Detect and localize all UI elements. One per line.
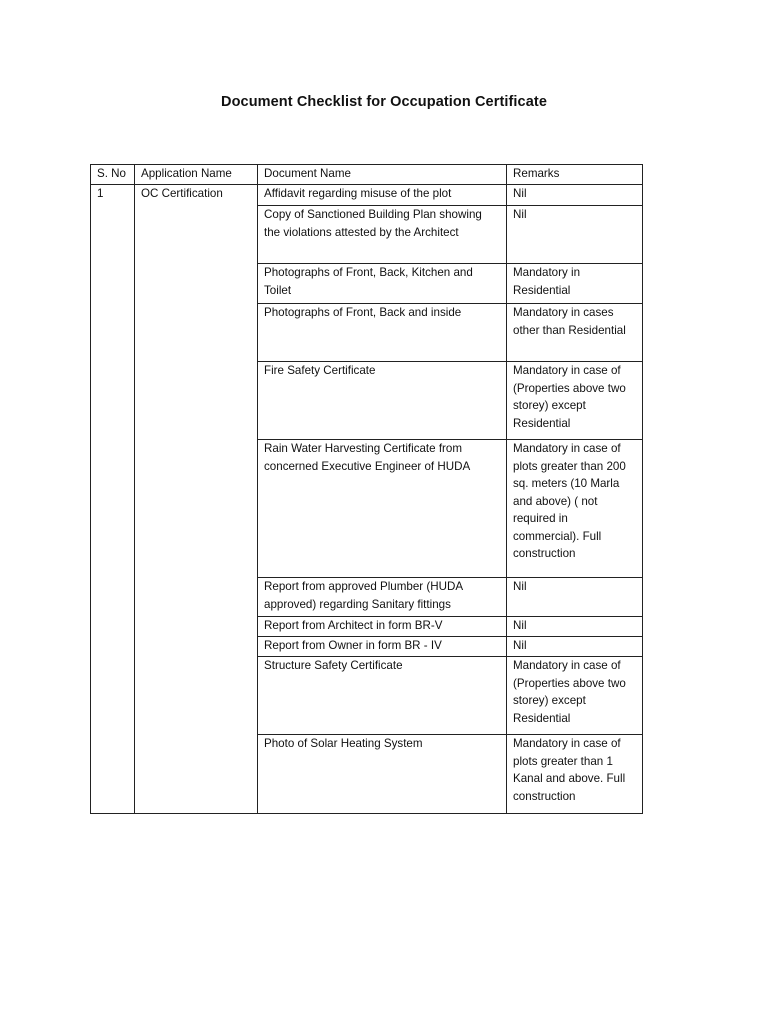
document-name-cell: Structure Safety Certificate: [258, 657, 507, 735]
remarks-cell: Mandatory in case of plots greater than 200 sq. meters (10 Marla and above) ( not required in commercial). Full construction: [507, 440, 643, 578]
document-name-cell: Copy of Sanctioned Building Plan showing the violations attested by the Architect: [258, 206, 507, 264]
remarks-cell: Nil: [507, 637, 643, 657]
header-remarks: Remarks: [507, 165, 643, 185]
table-row: [91, 185, 643, 206]
document-name-cell: Report from approved Plumber (HUDA approved) regarding Sanitary fittings: [258, 578, 507, 617]
header-application-name: Application Name: [135, 165, 258, 185]
remarks-cell: Mandatory in case of (Properties above two storey) except Residential: [507, 362, 643, 440]
remarks-cell: Mandatory in case of (Properties above two storey) except Residential: [507, 657, 643, 735]
remarks-cell: Nil: [507, 206, 643, 264]
remarks-cell: Mandatory in case of plots greater than 1 Kanal and above. Full construction: [507, 735, 643, 814]
document-name-cell: Rain Water Harvesting Certificate from concerned Executive Engineer of HUDA: [258, 440, 507, 578]
remarks-cell: Mandatory in cases other than Residential: [507, 304, 643, 362]
header-sno: S. No: [91, 165, 135, 185]
page-title: Document Checklist for Occupation Certificate: [221, 94, 547, 110]
table-header-row: [91, 165, 643, 185]
document-name-cell: Fire Safety Certificate: [258, 362, 507, 440]
sno-cell: 1: [91, 185, 135, 814]
document-name-cell: Photographs of Front, Back and inside: [258, 304, 507, 362]
remarks-cell: Mandatory in Residential: [507, 264, 643, 304]
document-name-cell: Photo of Solar Heating System: [258, 735, 507, 814]
checklist-table: [90, 164, 643, 814]
header-document-name: Document Name: [258, 165, 507, 185]
document-name-cell: Report from Owner in form BR - IV: [258, 637, 507, 657]
document-name-cell: Affidavit regarding misuse of the plot: [258, 185, 507, 206]
remarks-cell: Nil: [507, 578, 643, 617]
document-name-cell: Photographs of Front, Back, Kitchen and Toilet: [258, 264, 507, 304]
remarks-cell: Nil: [507, 617, 643, 637]
application-name-cell: OC Certification: [135, 185, 258, 814]
remarks-cell: Nil: [507, 185, 643, 206]
document-name-cell: Report from Architect in form BR-V: [258, 617, 507, 637]
